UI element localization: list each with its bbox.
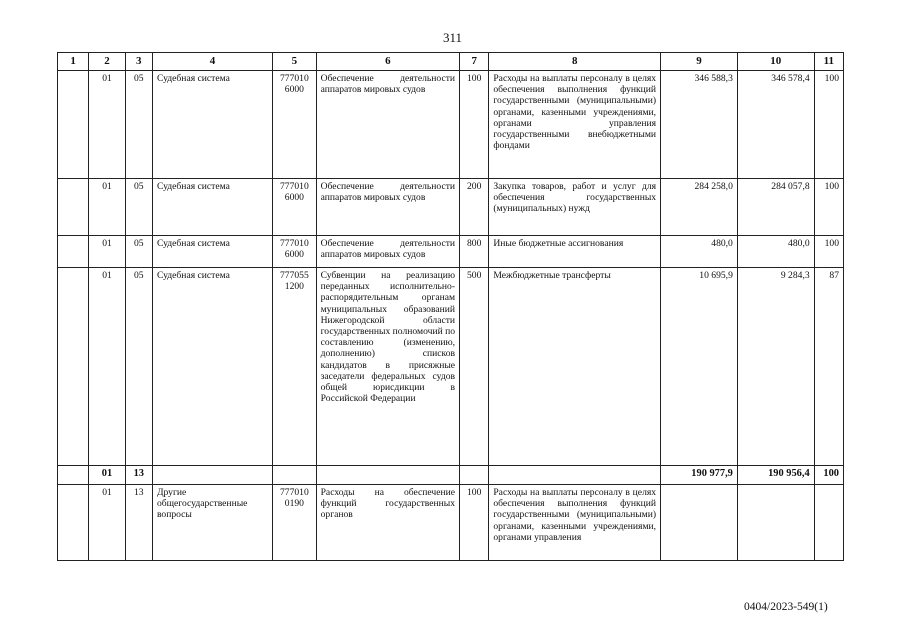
cell-percent <box>814 485 843 561</box>
table-row <box>58 485 844 561</box>
column-header: 7 <box>460 53 489 71</box>
cell-section-name <box>152 466 272 485</box>
cell-percent: 87 <box>814 268 843 466</box>
column-header: 6 <box>316 53 459 71</box>
cell-col1 <box>58 268 89 466</box>
cell-planned: 284 258,0 <box>661 179 738 236</box>
cell-subsection: 05 <box>125 268 152 466</box>
cell-executed: 9 284,3 <box>737 268 814 466</box>
cell-expense-type: 100 <box>460 485 489 561</box>
cell-section-name: Судебная система <box>152 268 272 466</box>
cell-section: 01 <box>89 466 125 485</box>
cell-section: 01 <box>89 71 125 179</box>
column-header: 1 <box>58 53 89 71</box>
cell-expense-name: Иные бюджетные ассигнования <box>489 236 661 268</box>
cell-executed <box>737 485 814 561</box>
cell-col1 <box>58 236 89 268</box>
cell-target-name: Обеспечение деятельности аппаратов мировых судов <box>316 179 459 236</box>
cell-target-name: Расходы на обеспечение функций государственных органов <box>316 485 459 561</box>
cell-percent: 100 <box>814 466 843 485</box>
cell-target-code: 777010 0190 <box>273 485 316 561</box>
cell-target-code <box>273 466 316 485</box>
cell-expense-name: Расходы на выплаты персоналу в целях обеспечения выполнения функций государственными (муниципальными) органами, казенными учреждениями, органами управления государственными внебюджетными фондами <box>489 71 661 179</box>
column-header: 10 <box>737 53 814 71</box>
cell-planned: 190 977,9 <box>661 466 738 485</box>
cell-percent: 100 <box>814 236 843 268</box>
cell-expense-name: Закупка товаров, работ и услуг для обеспечения государственных (муниципальных) нужд <box>489 179 661 236</box>
table-row <box>58 268 844 466</box>
column-header: 11 <box>814 53 843 71</box>
cell-expense-type: 800 <box>460 236 489 268</box>
column-header: 4 <box>152 53 272 71</box>
cell-executed: 346 578,4 <box>737 71 814 179</box>
cell-planned: 346 588,3 <box>661 71 738 179</box>
cell-subsection: 13 <box>125 485 152 561</box>
table-header-row <box>58 53 844 71</box>
cell-target-name: Субвенции на реализацию переданных исполнительно-распорядительным органам муниципальных образований Нижегородской области государственных полномочий по составлению (изменению, дополнению) списков кандидатов в присяжные заседатели федеральных судов общей юрисдикции в Российской Федерации <box>316 268 459 466</box>
cell-planned <box>661 485 738 561</box>
cell-subsection: 05 <box>125 236 152 268</box>
cell-planned: 480,0 <box>661 236 738 268</box>
cell-executed: 480,0 <box>737 236 814 268</box>
page-number: 311 <box>442 30 463 45</box>
column-header: 8 <box>489 53 661 71</box>
cell-target-code: 777010 6000 <box>273 179 316 236</box>
cell-col1 <box>58 179 89 236</box>
cell-section: 01 <box>89 268 125 466</box>
cell-expense-type: 200 <box>460 179 489 236</box>
budget-table <box>57 52 844 561</box>
cell-percent: 100 <box>814 179 843 236</box>
table-row <box>58 71 844 179</box>
cell-col1 <box>58 466 89 485</box>
cell-target-code: 777055 1200 <box>273 268 316 466</box>
table-row <box>58 179 844 236</box>
cell-expense-name: Межбюджетные трансферты <box>489 268 661 466</box>
cell-section-name: Другие общегосударственные вопросы <box>152 485 272 561</box>
column-header: 5 <box>273 53 316 71</box>
cell-expense-type <box>460 466 489 485</box>
cell-target-code: 777010 6000 <box>273 236 316 268</box>
cell-section-name: Судебная система <box>152 179 272 236</box>
cell-expense-type: 100 <box>460 71 489 179</box>
cell-section: 01 <box>89 236 125 268</box>
cell-target-name <box>316 466 459 485</box>
cell-section: 01 <box>89 485 125 561</box>
cell-target-code: 777010 6000 <box>273 71 316 179</box>
cell-target-name: Обеспечение деятельности аппаратов мировых судов <box>316 236 459 268</box>
cell-section: 01 <box>89 179 125 236</box>
column-header: 9 <box>661 53 738 71</box>
column-header: 3 <box>125 53 152 71</box>
table-row <box>58 236 844 268</box>
cell-subsection: 05 <box>125 179 152 236</box>
cell-expense-type: 500 <box>460 268 489 466</box>
cell-target-name: Обеспечение деятельности аппаратов мировых судов <box>316 71 459 179</box>
cell-subsection: 05 <box>125 71 152 179</box>
cell-executed: 284 057,8 <box>737 179 814 236</box>
cell-percent: 100 <box>814 71 843 179</box>
cell-col1 <box>58 71 89 179</box>
cell-executed: 190 956,4 <box>737 466 814 485</box>
cell-col1 <box>58 485 89 561</box>
cell-section-name: Судебная система <box>152 236 272 268</box>
cell-expense-name: Расходы на выплаты персоналу в целях обеспечения выполнения функций государственными (муниципальными) органами, казенными учреждениями, органами управления <box>489 485 661 561</box>
cell-expense-name <box>489 466 661 485</box>
document-code: 0404/2023-549(1) <box>744 601 828 613</box>
cell-subsection: 13 <box>125 466 152 485</box>
column-header: 2 <box>89 53 125 71</box>
cell-planned: 10 695,9 <box>661 268 738 466</box>
cell-section-name: Судебная система <box>152 71 272 179</box>
subtotal-row <box>58 466 844 485</box>
